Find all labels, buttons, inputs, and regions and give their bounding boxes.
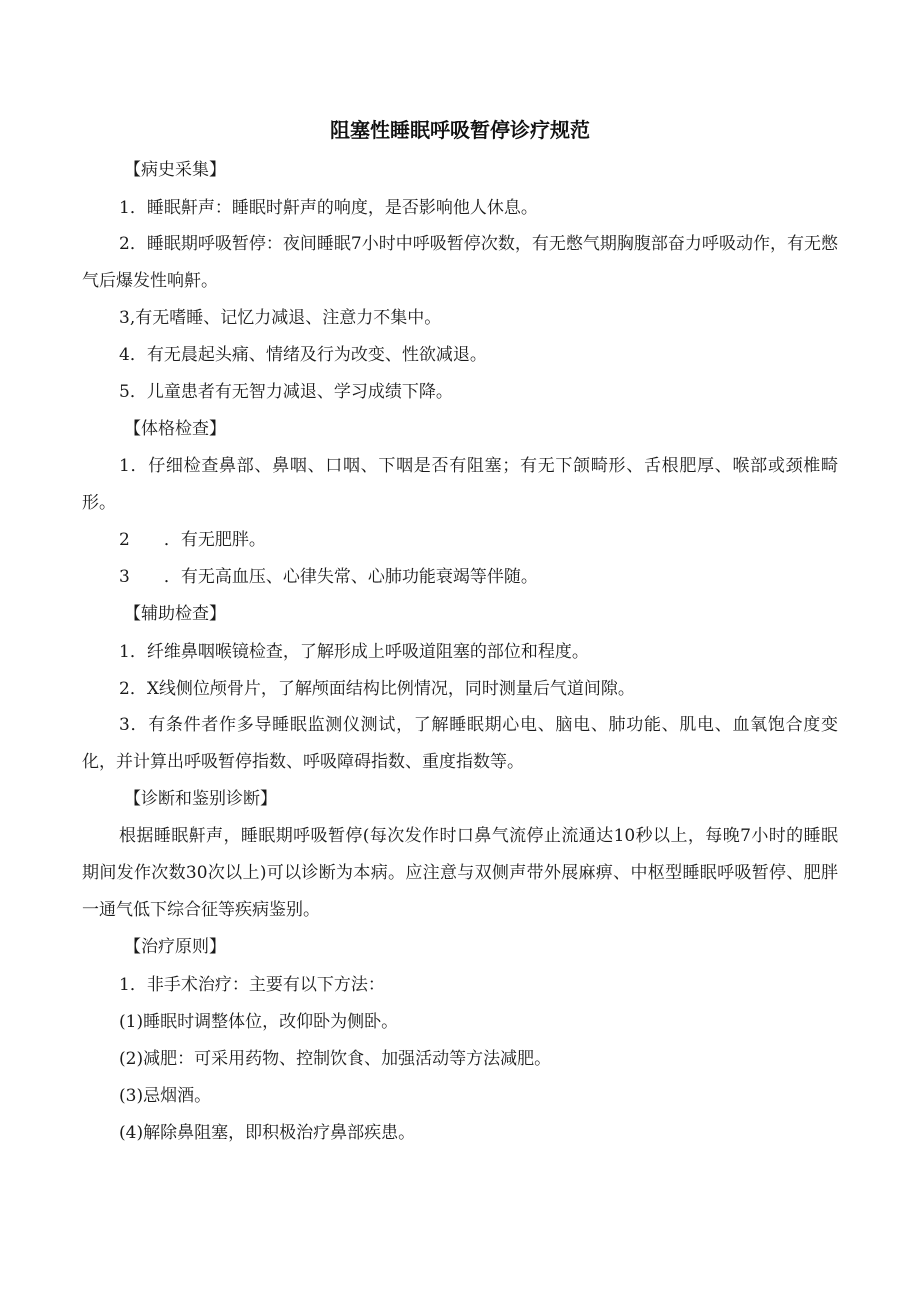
section-heading-auxiliary-exam: 【辅助检查】	[124, 604, 226, 624]
paragraph: 3 ．有无高血压、心律失常、心肺功能衰竭等伴随。	[119, 567, 538, 587]
paragraph: 根据睡眠鼾声，睡眠期呼吸暂停(每次发作时口鼻气流停止流通达10秒以上，每晚7小时的睡眠期间发作次数30次以上)可以诊断为本病。应注意与双侧声带外展麻痹、中枢型睡眠呼吸暂停、肥胖一通气低下综合征等疾病鉴别。	[82, 826, 838, 920]
paragraph: 5．儿童患者有无智力减退、学习成绩下降。	[119, 382, 453, 402]
paragraph: 2．睡眠期呼吸暂停：夜间睡眠7小时中呼吸暂停次数，有无憋气期胸腹部奋力呼吸动作，有无憋气后爆发性响鼾。	[82, 234, 838, 291]
section-heading-treatment: 【治疗原则】	[124, 937, 226, 957]
section-heading-diagnosis: 【诊断和鉴别诊断】	[124, 789, 277, 809]
paragraph: (2)减肥：可采用药物、控制饮食、加强活动等方法减肥。	[119, 1049, 552, 1069]
paragraph: 2 ．有无肥胖。	[119, 530, 266, 550]
paragraph: 4．有无晨起头痛、情绪及行为改变、性欲减退。	[119, 345, 487, 365]
paragraph: (3)忌烟酒。	[119, 1086, 212, 1106]
paragraph: 1．纤维鼻咽喉镜检查，了解形成上呼吸道阻塞的部位和程度。	[119, 642, 589, 662]
paragraph: 1．非手术治疗：主要有以下方法：	[119, 975, 385, 995]
paragraph: 1．睡眠鼾声：睡眠时鼾声的响度，是否影响他人休息。	[119, 198, 538, 218]
paragraph: 3,有无嗜睡、记忆力减退、注意力不集中。	[119, 308, 442, 328]
paragraph: 3．有条件者作多导睡眠监测仪测试，了解睡眠期心电、脑电、肺功能、肌电、血氧饱合度变化，并计算出呼吸暂停指数、呼吸障碍指数、重度指数等。	[82, 715, 838, 772]
section-heading-physical-exam: 【体格检查】	[124, 419, 226, 439]
paragraph: 1．仔细检查鼻部、鼻咽、口咽、下咽是否有阻塞；有无下颌畸形、舌根肥厚、喉部或颈椎畸形。	[82, 456, 838, 513]
document-title: 阻塞性睡眠呼吸暂停诊疗规范	[330, 118, 590, 142]
section-heading-history: 【病史采集】	[124, 160, 226, 180]
document-body	[82, 158, 838, 1158]
paragraph: (1)睡眠时调整体位，改仰卧为侧卧。	[119, 1012, 399, 1032]
paragraph: 2．X线侧位颅骨片，了解颅面结构比例情况，同时测量后气道间隙。	[119, 679, 635, 699]
paragraph: (4)解除鼻阻塞，即积极治疗鼻部疾患。	[119, 1123, 416, 1143]
